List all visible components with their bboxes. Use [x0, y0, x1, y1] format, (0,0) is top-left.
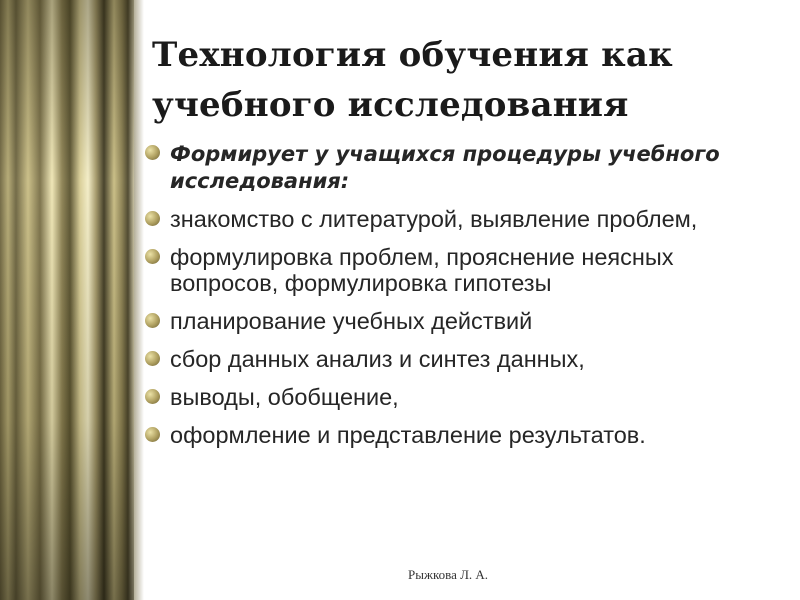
slide-title — [152, 30, 752, 130]
bullet-dot-icon — [145, 351, 160, 366]
list-item-text: сбор данных анализ и синтез данных, — [170, 346, 585, 372]
list-item-text: оформление и представление результатов. — [170, 422, 646, 448]
list-item-text: выводы, обобщение, — [170, 384, 399, 410]
bullet-list — [145, 140, 765, 460]
title-line-1: Технология обучения как — [152, 35, 673, 75]
bullet-dot-icon — [145, 145, 160, 160]
gold-drapery-decoration — [0, 0, 134, 600]
list-item — [145, 346, 765, 372]
list-item — [145, 206, 765, 232]
bullet-dot-icon — [145, 313, 160, 328]
bullet-dot-icon — [145, 211, 160, 226]
list-item-text: знакомство с литературой, выявление проблем, — [170, 206, 698, 232]
list-item-text: планирование учебных действий — [170, 308, 533, 334]
list-item — [145, 308, 765, 334]
list-item-text: формулировка проблем, прояснение неясных вопросов, формулировка гипотезы — [170, 244, 674, 296]
bullet-dot-icon — [145, 389, 160, 404]
title-line-2: учебного исследования — [152, 85, 629, 125]
author-footer: Рыжкова Л. А. — [408, 567, 489, 582]
list-item-text: Формирует у учащихся процедуры учебного исследования: — [170, 142, 720, 193]
list-item — [145, 244, 765, 296]
drapery-shadow — [134, 0, 144, 600]
bullet-dot-icon — [145, 427, 160, 442]
list-item — [145, 384, 765, 410]
bullet-dot-icon — [145, 249, 160, 264]
list-item — [145, 140, 765, 194]
list-item — [145, 422, 765, 448]
